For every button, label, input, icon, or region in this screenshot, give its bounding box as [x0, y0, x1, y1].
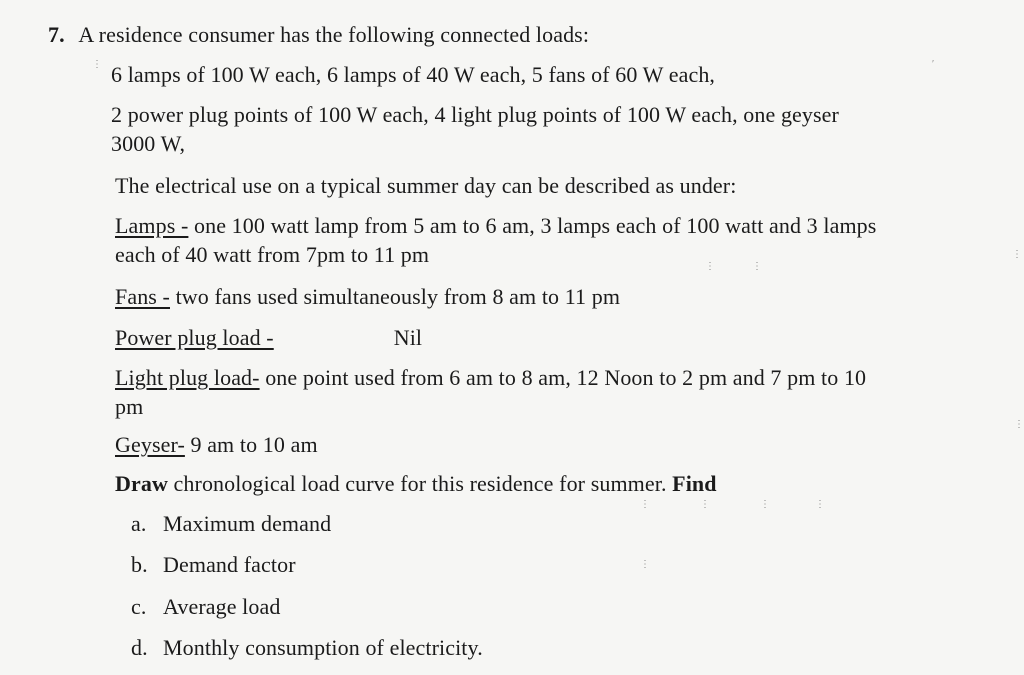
light-plug-label: Light plug load-: [115, 365, 260, 390]
geyser-text: 9 am to 10 am: [184, 432, 318, 457]
power-plug-label: Power plug load -: [115, 325, 274, 350]
question-number: 7.: [48, 22, 65, 47]
scan-speck: ⋮: [1014, 419, 1024, 430]
light-plug-text-2: pm: [115, 394, 144, 419]
part-marker: b.: [131, 552, 148, 577]
instruction-find: Find: [672, 471, 717, 496]
part-text: Average load: [163, 594, 281, 619]
fans-text: two fans used simultaneously from 8 am to 11 pm: [170, 284, 621, 309]
part-text: Maximum demand: [163, 511, 332, 536]
loads-line-1: 6 lamps of 100 W each, 6 lamps of 40 W each, 5 fans of 60 W each,: [111, 62, 716, 87]
scan-speck: ⋮: [640, 499, 650, 510]
instruction-draw: Draw: [115, 471, 168, 496]
usage-intro: The electrical use on a typical summer day can be described as under:: [115, 173, 737, 198]
part-marker: a.: [131, 511, 147, 536]
scan-speck: ⋮: [752, 261, 762, 272]
geyser-usage: [115, 432, 318, 458]
scan-speck: ⋮: [760, 499, 770, 510]
scan-speck: ⋮: [1012, 249, 1022, 260]
part-text: Monthly consumption of electricity.: [163, 635, 483, 660]
part-marker: c.: [131, 594, 147, 619]
scan-speck: ⋮: [92, 59, 102, 70]
lamps-usage: [115, 213, 876, 239]
scan-speck: ⋮: [705, 261, 715, 272]
part-text: Demand factor: [163, 552, 296, 577]
light-plug-text-1: one point used from 6 am to 8 am, 12 Noon to 2 pm and 7 pm to 10: [259, 365, 867, 390]
lamps-text-1: one 100 watt lamp from 5 am to 6 am, 3 lamps each of 100 watt and 3 lamps: [188, 213, 877, 238]
lamps-text-2: each of 40 watt from 7pm to 11 pm: [115, 242, 430, 267]
scan-speck: ⋮: [815, 499, 825, 510]
instruction-text: chronological load curve for this residence for summer.: [167, 471, 673, 496]
part-d: [131, 635, 483, 661]
question-intro: A residence consumer has the following connected loads:: [78, 22, 590, 47]
part-marker: d.: [131, 635, 148, 660]
part-b: [131, 552, 296, 578]
loads-line-3: 3000 W,: [111, 131, 186, 156]
fans-label: Fans -: [115, 284, 170, 309]
part-c: [131, 594, 280, 620]
geyser-label: Geyser-: [115, 432, 185, 457]
fans-usage: [115, 284, 620, 310]
power-plug-value: Nil: [393, 325, 423, 350]
light-plug-usage: [115, 365, 866, 391]
power-plug-usage: [115, 325, 422, 351]
scan-speck: ⋮: [640, 559, 650, 570]
loads-line-2: 2 power plug points of 100 W each, 4 light plug points of 100 W each, one geyser: [111, 102, 839, 127]
scan-speck: ′: [932, 59, 935, 70]
question-header: [48, 22, 589, 48]
scan-speck: ⋮: [700, 499, 710, 510]
lamps-label: Lamps -: [115, 213, 189, 238]
part-a: [131, 511, 331, 537]
instruction: [115, 471, 717, 497]
